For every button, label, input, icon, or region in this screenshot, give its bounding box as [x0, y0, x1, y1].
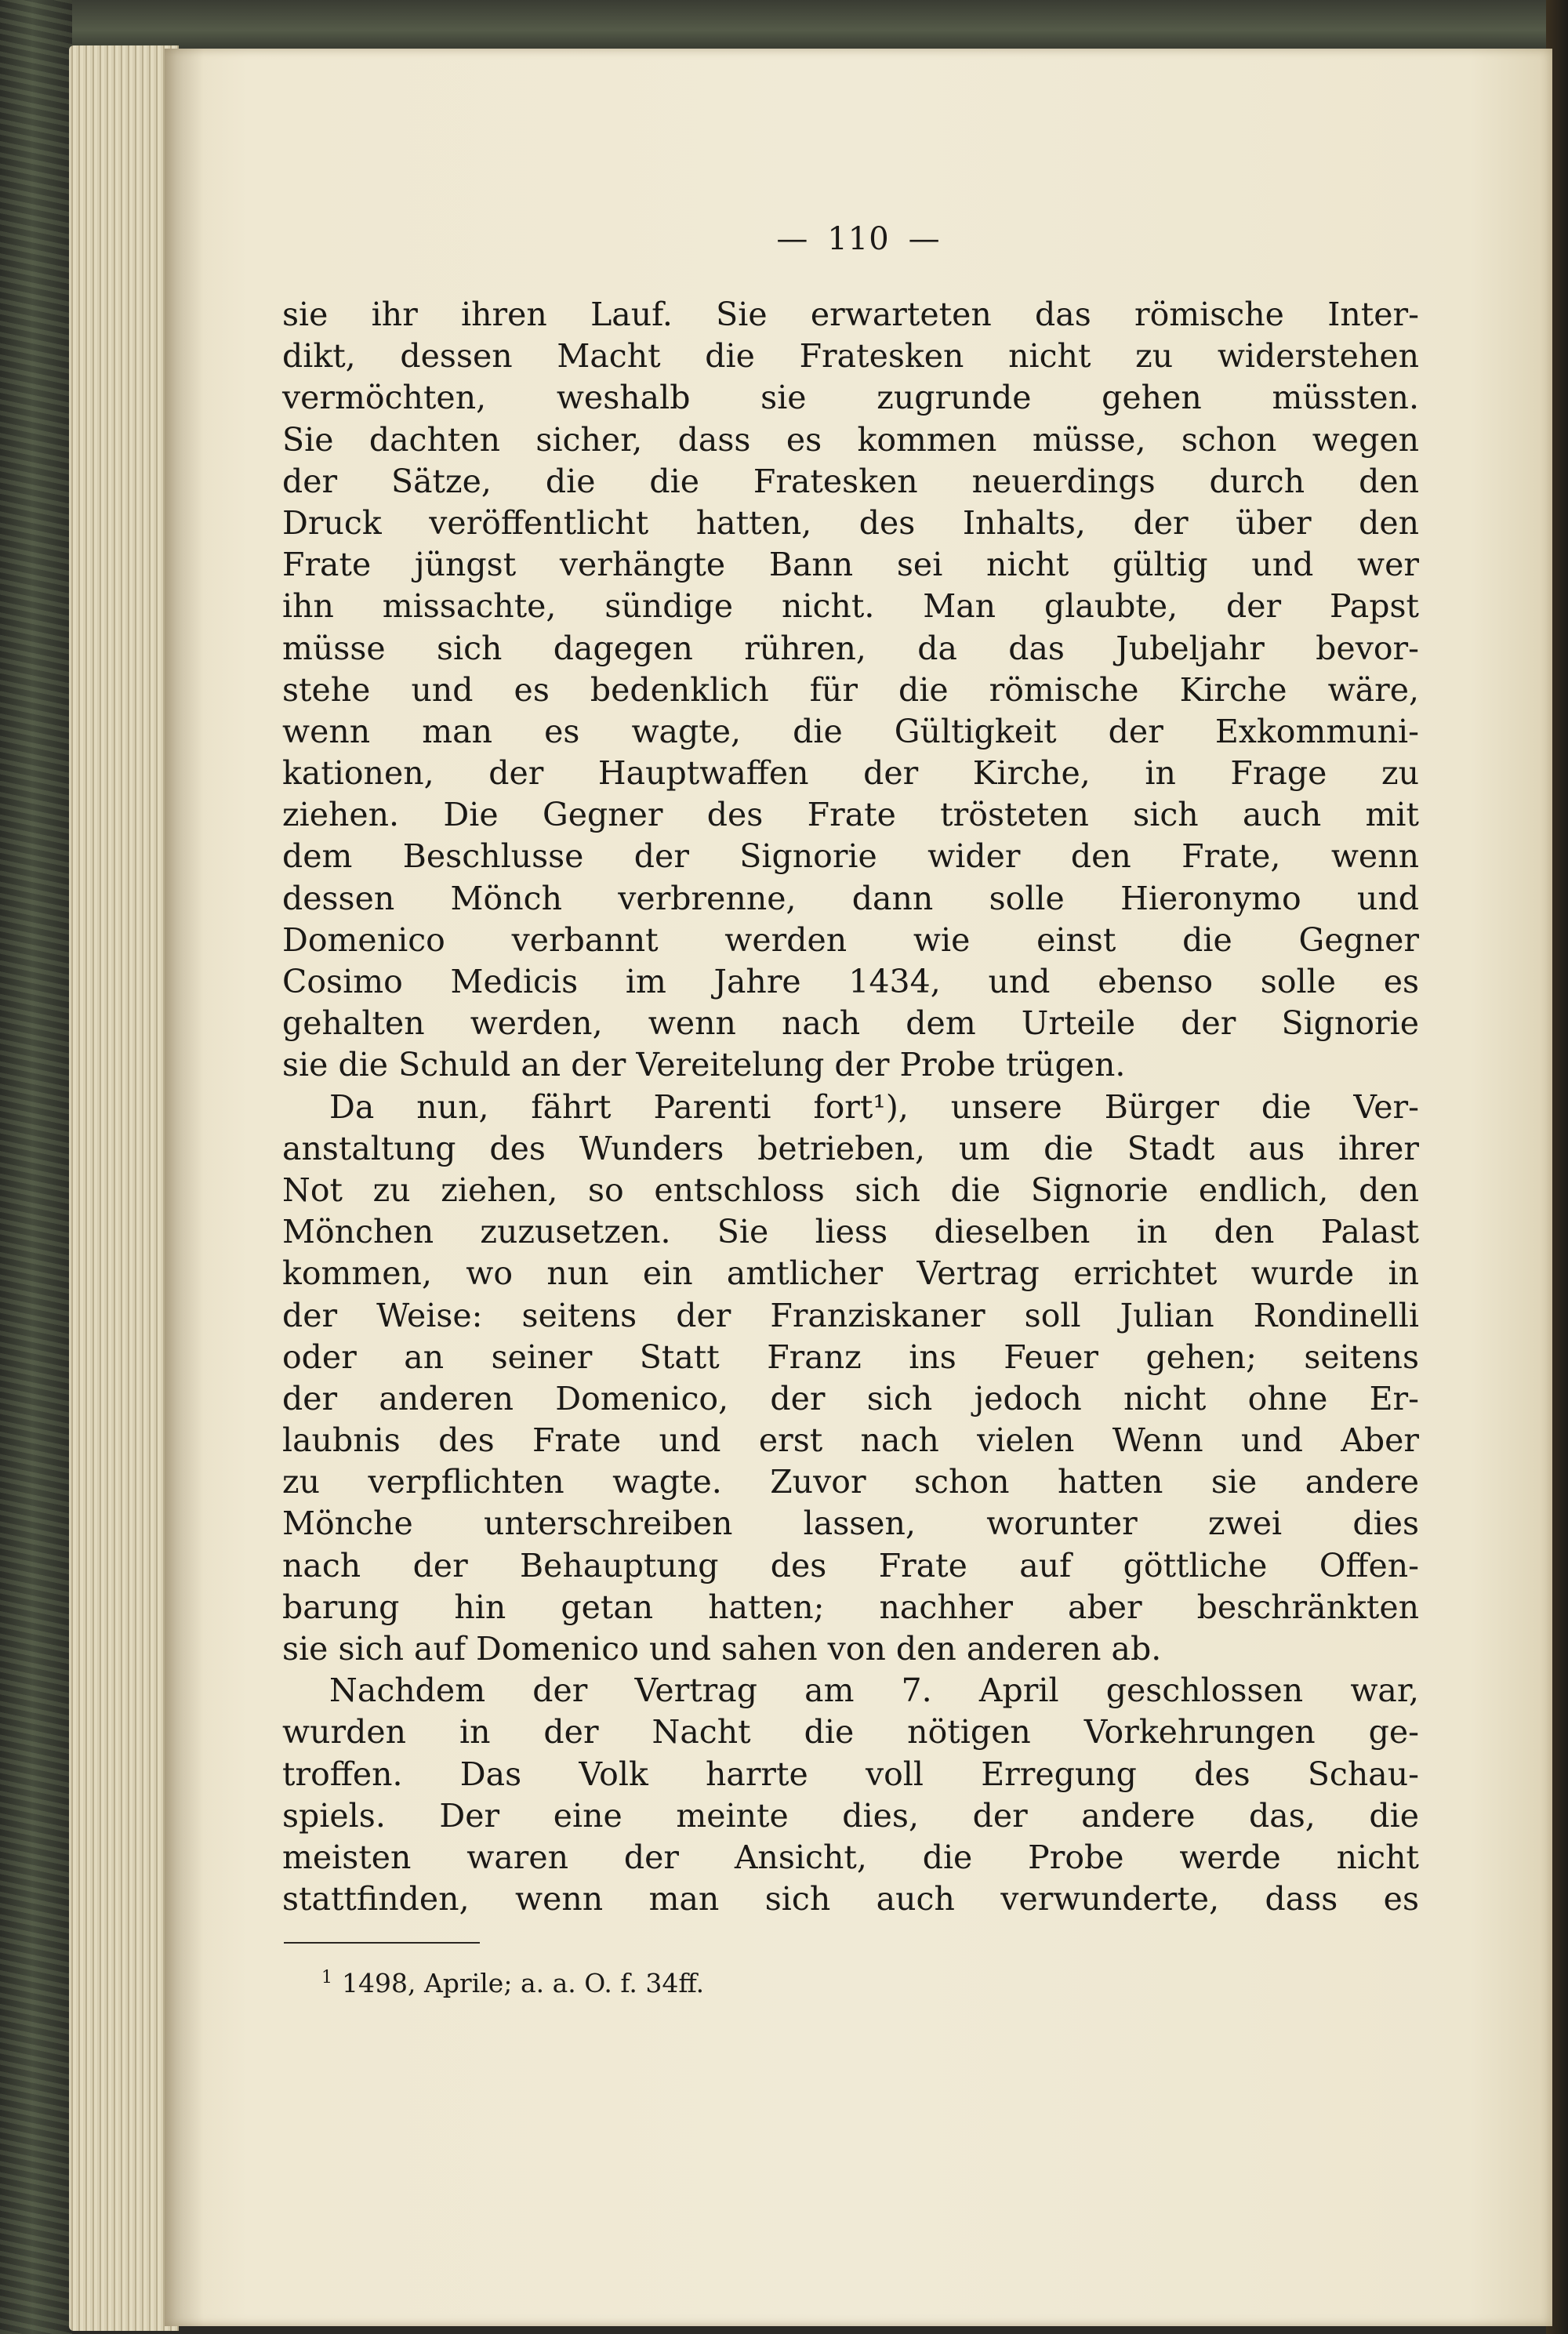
text-line: der Sätze, die die Fratesken neuerdings durch den [282, 462, 1419, 500]
text-line: kationen, der Hauptwaffen der Kirche, in Frage zu [282, 754, 1419, 793]
header-dash-left: — [776, 221, 809, 257]
footnote [321, 1968, 704, 1998]
book-cover-spine [0, 0, 72, 2334]
text-line: Not zu ziehen, so entschloss sich die Signorie endlich, den [282, 1171, 1419, 1209]
text-line: zu verpflichten wagte. Zuvor schon hatten sie andere [282, 1463, 1419, 1501]
text-line: troffen. Das Volk harrte voll Erregung des Schau- [282, 1755, 1419, 1793]
text-line: spiels. Der eine meinte dies, der andere das, die [282, 1796, 1419, 1835]
text-line: der anderen Domenico, der sich jedoch nicht ohne Er- [282, 1379, 1419, 1417]
text-line: ziehen. Die Gegner des Frate trösteten sich auch mit [282, 796, 1419, 834]
text-line: Nachdem der Vertrag am 7. April geschlossen war, [329, 1672, 1419, 1710]
text-line: laubnis des Frate und erst nach vielen Wenn und Aber [282, 1421, 1419, 1460]
page-header [165, 221, 1552, 257]
book-cover-top [0, 0, 1568, 55]
text-line: der Weise: seitens der Franziskaner soll Julian Rondinelli [282, 1296, 1419, 1334]
text-line: Mönche unterschreiben lassen, worunter zwei dies [282, 1505, 1419, 1543]
text-line: stattfinden, wenn man sich auch verwunderte, dass es [282, 1880, 1419, 1918]
header-dash-right: — [908, 221, 941, 257]
text-line: wurden in der Nacht die nötigen Vorkehrungen ge- [282, 1713, 1419, 1751]
text-line: Mönchen zuzusetzen. Sie liess dieselben in den Palast [282, 1213, 1419, 1251]
gutter-shadow [165, 49, 204, 2326]
text-line: meisten waren der Ansicht, die Probe werde nicht [282, 1838, 1419, 1876]
text-line: Druck veröffentlicht hatten, des Inhalts, der über den [282, 503, 1419, 542]
text-line: oder an seiner Statt Franz ins Feuer gehen; seitens [282, 1338, 1419, 1376]
footnote-mark: 1 [321, 1968, 332, 1987]
page-number: 110 [827, 221, 890, 257]
text-line: stehe und es bedenklich für die römische Kirche wäre, [282, 670, 1419, 709]
text-line: nach der Behauptung des Frate auf göttliche Offen- [282, 1546, 1419, 1584]
page-edges [69, 45, 179, 2331]
text-line: kommen, wo nun ein amtlicher Vertrag errichtet wurde in [282, 1254, 1419, 1293]
text-line: sie ihr ihren Lauf. Sie erwarteten das römische Inter- [282, 296, 1419, 333]
text-line: müsse sich dagegen rühren, da das Jubeljahr bevor- [282, 629, 1419, 667]
text-line: sie die Schuld an der Vereitelung der Probe trügen. [282, 1046, 1126, 1084]
text-line: dem Beschlusse der Signorie wider den Frate, wenn [282, 837, 1419, 876]
text-line: Sie dachten sicher, dass es kommen müsse, schon wegen [282, 420, 1419, 459]
text-line: barung hin getan hatten; nachher aber beschränkten [282, 1588, 1419, 1626]
text-line: gehalten werden, wenn nach dem Urteile der Signorie [282, 1004, 1419, 1043]
text-line: Cosimo Medicis im Jahre 1434, und ebenso solle es [282, 963, 1419, 1000]
text-line: wenn man es wagte, die Gültigkeit der Exkommuni- [282, 712, 1419, 750]
footnote-rule [284, 1942, 480, 1944]
text-line: Da nun, fährt Parenti fort¹), unsere Bürger die Ver- [329, 1087, 1419, 1126]
text-line: dikt, dessen Macht die Fratesken nicht zu widerstehen [282, 337, 1419, 376]
text-line: ihn missachte, sündige nicht. Man glaubte, der Papst [282, 587, 1419, 626]
footnote-text: 1498, Aprile; a. a. O. f. 34ff. [342, 1968, 705, 1998]
text-line: vermöchten, weshalb sie zugrunde gehen müssten. [282, 379, 1419, 417]
text-line: anstaltung des Wunders betrieben, um die Stadt aus ihrer [282, 1129, 1419, 1167]
text-line: Frate jüngst verhängte Bann sei nicht gültig und wer [282, 546, 1419, 584]
text-line: dessen Mönch verbrenne, dann solle Hieronymo und [282, 879, 1419, 917]
text-line: Domenico verbannt werden wie einst die Gegner [282, 920, 1419, 959]
text-line: sie sich auf Domenico und sahen von den anderen ab. [282, 1630, 1162, 1668]
body-text [282, 294, 1419, 1920]
